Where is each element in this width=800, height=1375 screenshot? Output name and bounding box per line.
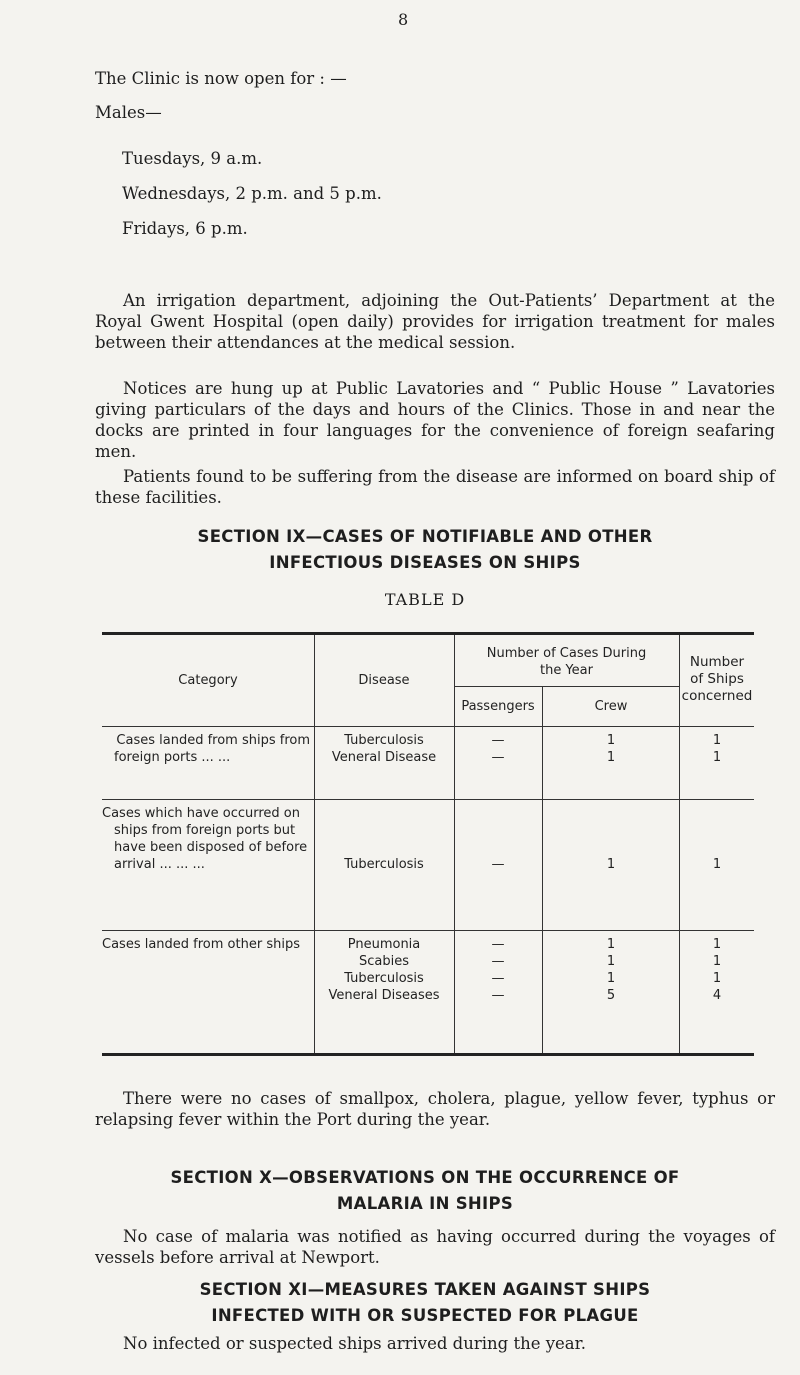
category-line: Cases which have occurred on [102, 806, 300, 821]
malaria-paragraph: No case of malaria was notified as having occurred during the voyages of vessels before arrival at Newport. [95, 1227, 775, 1267]
clinic-intro: The Clinic is now open for : — [95, 69, 347, 88]
disease: Tuberculosis [344, 857, 424, 872]
row-3-category [102, 936, 314, 953]
crew-count: 1 [606, 733, 616, 748]
passenger-count: — [491, 971, 505, 986]
category-line: ships from foreign ports but [114, 823, 296, 838]
row-3-passengers [454, 936, 542, 1004]
section-10-heading [90, 1165, 760, 1217]
section-11-heading [90, 1277, 760, 1329]
row-2-crew [543, 856, 679, 873]
disease: Veneral Diseases [328, 988, 440, 1003]
row-1-passengers [454, 732, 542, 766]
header-ships-line: concerned [681, 688, 753, 704]
passenger-count: — [491, 954, 505, 969]
row-3-ships [680, 936, 754, 1004]
row-divider [102, 726, 754, 727]
irrigation-paragraph: An irrigation department, adjoining the Out-Patients’ Department at the Royal Gwent Hospital (open daily) provides for irrigation treatment for males between their attendances at the medical session. [95, 291, 775, 352]
crew-count: 5 [606, 988, 616, 1003]
ship-count: 1 [712, 733, 722, 748]
category-line: Cases landed from ships from [116, 733, 310, 748]
section-11-heading-line: INFECTED WITH OR SUSPECTED FOR PLAGUE [211, 1306, 639, 1325]
disease: Tuberculosis [344, 971, 424, 986]
row-1-diseases [314, 732, 454, 766]
notices-paragraph: Notices are hung up at Public Lavatories and “ Public House ” Lavatories giving particulars of the days and hours of the Clinics. Those in and near the docks are printed in four languages for the convenience of foreign seafaring men. [95, 379, 775, 461]
passenger-count: — [491, 937, 505, 952]
ship-count: 1 [712, 954, 722, 969]
crew-count: 1 [606, 971, 616, 986]
clinic-time: Fridays, 6 p.m. [122, 219, 248, 238]
disease: Tuberculosis [344, 733, 424, 748]
section-9-heading-line: INFECTIOUS DISEASES ON SHIPS [269, 553, 581, 572]
passenger-count: — [491, 857, 505, 872]
crew-count: 1 [606, 857, 616, 872]
row-divider [102, 930, 754, 931]
ship-count: 1 [712, 971, 722, 986]
disease: Pneumonia [347, 937, 421, 952]
crew-count: 1 [606, 750, 616, 765]
ship-count: 1 [712, 937, 722, 952]
disease: Scabies [358, 954, 409, 969]
passenger-count: — [491, 750, 505, 765]
row-1-category [102, 732, 310, 766]
row-1-crew [543, 732, 679, 766]
category-line: foreign ports ... ... [114, 750, 231, 765]
section-10-heading-line: SECTION X—OBSERVATIONS ON THE OCCURRENCE OF [170, 1168, 680, 1187]
passenger-count: — [491, 733, 505, 748]
header-disease: Disease [358, 673, 410, 688]
crew-count: 1 [606, 954, 616, 969]
ship-count: 1 [712, 750, 722, 765]
section-10-heading-line: MALARIA IN SHIPS [336, 1194, 514, 1213]
row-3-diseases [314, 936, 454, 1004]
header-passengers: Passengers [461, 699, 535, 714]
row-divider [102, 799, 754, 800]
header-ships-line: of Ships [690, 671, 744, 687]
page-number: 8 [398, 10, 409, 29]
patients-paragraph: Patients found to be suffering from the disease are informed on board ship of these facilities. [95, 467, 775, 507]
section-9-heading-line: SECTION IX—CASES OF NOTIFIABLE AND OTHER [197, 527, 653, 546]
plague-paragraph: No infected or suspected ships arrived during the year. [123, 1334, 586, 1353]
header-cases [454, 645, 679, 679]
no-cases-note: There were no cases of smallpox, cholera, plague, yellow fever, typhus or relapsing fever within the Port during the year. [95, 1089, 775, 1129]
row-3-crew [543, 936, 679, 1004]
header-cases-line: Number of Cases During [486, 646, 647, 661]
header-ships [680, 654, 754, 705]
row-2-ships [680, 856, 754, 873]
row-1-ships [680, 732, 754, 766]
ship-count: 1 [712, 857, 722, 872]
header-divider [454, 686, 679, 687]
section-9-heading [90, 524, 760, 576]
clinic-group: Males— [95, 103, 162, 122]
disease: Veneral Disease [331, 750, 437, 765]
header-crew: Crew [594, 699, 628, 714]
row-2-category [102, 805, 314, 873]
table-label: TABLE D [384, 590, 466, 609]
clinic-time: Tuesdays, 9 a.m. [122, 149, 263, 168]
crew-count: 1 [606, 937, 616, 952]
header-ships-line: Number [689, 654, 745, 670]
header-category: Category [178, 673, 238, 688]
category-line: arrival ... ... ... [114, 857, 205, 872]
section-11-heading-line: SECTION XI—MEASURES TAKEN AGAINST SHIPS [199, 1280, 651, 1299]
clinic-times [122, 148, 382, 253]
row-2-diseases [314, 856, 454, 873]
category-line: Cases landed from other ships [102, 937, 300, 952]
passenger-count: — [491, 988, 505, 1003]
row-2-passengers [454, 856, 542, 873]
ship-count: 4 [712, 988, 722, 1003]
clinic-time: Wednesdays, 2 p.m. and 5 p.m. [122, 184, 382, 203]
header-cases-line: the Year [540, 663, 593, 678]
category-line: have been disposed of before [114, 840, 308, 855]
table-d [102, 632, 754, 1056]
